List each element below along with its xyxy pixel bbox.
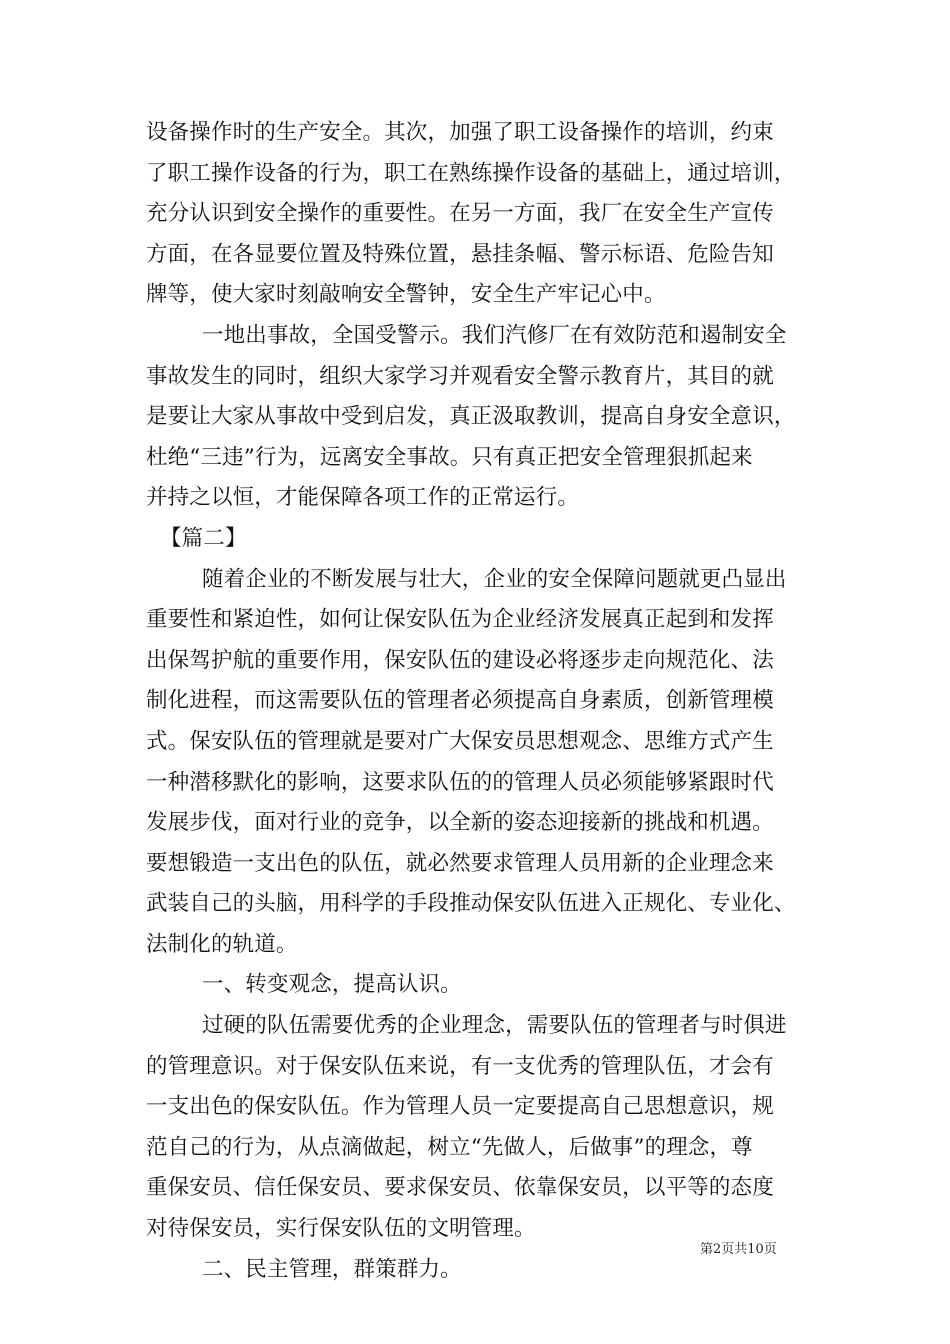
text-line: 重要性和紧迫性，如何让保安队伍为企业经济发展真正起到和发挥 <box>146 607 774 633</box>
text-line: 过硬的队伍需要优秀的企业理念，需要队伍的管理者与时俱进 <box>202 1013 787 1039</box>
text-line: 杜绝“三违”行为，远离安全事故。只有真正把安全管理狠抓起来 <box>146 444 753 470</box>
text-line: 武装自己的头脑，用科学的手段推动保安队伍进入正规化、专业化、 <box>146 891 796 917</box>
text-line: 是要让大家从事故中受到启发，真正汲取教训，提高自身安全意识， <box>146 404 796 430</box>
text-line: 并持之以恒，才能保障各项工作的正常运行。 <box>146 485 580 511</box>
text-line: 设备操作时的生产安全。其次，加强了职工设备操作的培训，约束 <box>146 120 774 145</box>
text-line: 了职工操作设备的行为，职工在熟练操作设备的基础上，通过培训， <box>146 160 796 186</box>
text-line: 牌等，使大家时刻敲响安全警钟，安全生产牢记心中。 <box>146 282 666 308</box>
section-heading: 【篇二】 <box>160 525 247 551</box>
text-line: 一种潜移默化的影响，这要求队伍的的管理人员必须能够紧跟时代 <box>146 769 774 795</box>
text-line: 随着企业的不断发展与壮大，企业的安全保障问题就更凸显出 <box>202 566 787 592</box>
text-line: 式。保安队伍的管理就是要对广大保安员思想观念、思维方式产生 <box>146 728 774 754</box>
subsection-heading: 二、民主管理，群策群力。 <box>202 1256 462 1282</box>
text-line: 一支出色的保安队伍。作为管理人员一定要提高自己思想意识，规 <box>146 1094 774 1120</box>
text-line: 要想锻造一支出色的队伍，就必然要求管理人员用新的企业理念来 <box>146 850 774 876</box>
text-line: 发展步伐，面对行业的竞争，以全新的姿态迎接新的挑战和机遇。 <box>146 810 774 836</box>
text-line: 制化进程，而这需要队伍的管理者必须提高自身素质，创新管理模 <box>146 688 774 714</box>
text-line: 出保驾护航的重要作用，保安队伍的建设必将逐步走向规范化、法 <box>146 647 774 673</box>
text-line: 一地出事故，全国受警示。我们汽修厂在有效防范和遏制安全 <box>202 322 787 348</box>
text-line: 重保安员、信任保安员、要求保安员、依靠保安员，以平等的态度 <box>146 1175 774 1201</box>
text-line: 对待保安员，实行保安队伍的文明管理。 <box>146 1216 536 1242</box>
text-line: 事故发生的同时，组织大家学习并观看安全警示教育片，其目的就 <box>146 363 774 389</box>
page-number: 第2页共10页 <box>700 1242 777 1257</box>
text-line: 范自己的行为，从点滴做起，树立“先做人，后做事”的理念，尊 <box>146 1134 753 1160</box>
subsection-heading: 一、转变观念，提高认识。 <box>202 972 462 998</box>
text-line: 方面，在各显要位置及特殊位置，悬挂条幅、警示标语、危险告知 <box>146 241 774 267</box>
text-line: 充分认识到安全操作的重要性。在另一方面，我厂在安全生产宣传 <box>146 201 774 227</box>
document-body <box>146 113 822 1290</box>
text-line: 的管理意识。对于保安队伍来说，有一支优秀的管理队伍，才会有 <box>146 1053 774 1079</box>
text-line: 法制化的轨道。 <box>146 931 298 957</box>
